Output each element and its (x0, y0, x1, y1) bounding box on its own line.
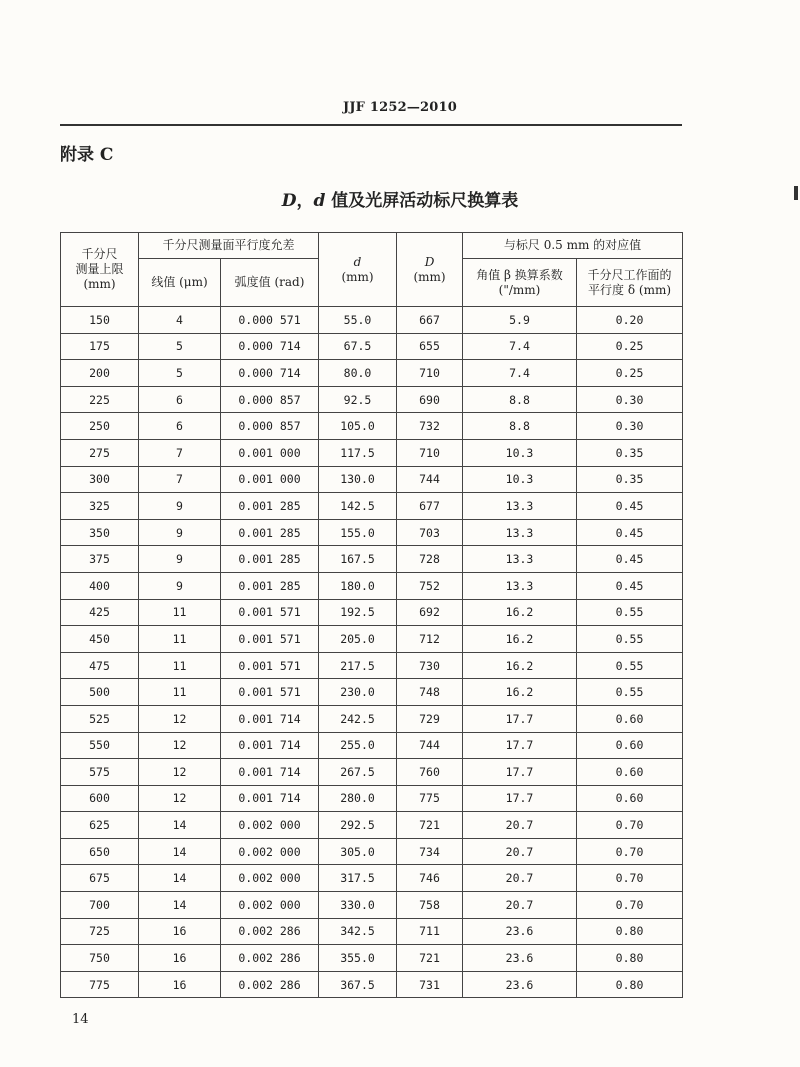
conversion-table (60, 232, 683, 998)
table-row (61, 333, 683, 360)
title-text: 值及光屏活动标尺换算表 (325, 191, 519, 211)
table-cell: 0.55 (577, 599, 683, 626)
header-D-unit: (mm) (413, 269, 446, 284)
table-cell: 17.7 (463, 705, 577, 732)
table-cell: 13.3 (463, 546, 577, 573)
table-cell: 0.001 714 (221, 759, 319, 786)
table-cell: 0.002 286 (221, 918, 319, 945)
table-cell: 11 (139, 652, 221, 679)
table-cell: 0.55 (577, 679, 683, 706)
table-cell: 9 (139, 493, 221, 520)
table-cell: 650 (61, 838, 139, 865)
table-cell: 721 (397, 945, 463, 972)
table-cell: 712 (397, 626, 463, 653)
header-parallelism-tolerance: 千分尺测量面平行度允差 (139, 233, 319, 259)
table-cell: 0.001 714 (221, 732, 319, 759)
table-cell: 23.6 (463, 918, 577, 945)
table-cell: 7 (139, 439, 221, 466)
table-cell: 0.45 (577, 519, 683, 546)
table-row (61, 945, 683, 972)
table-cell: 317.5 (319, 865, 397, 892)
table-cell: 0.70 (577, 838, 683, 865)
table-row (61, 892, 683, 919)
header-upper-limit: 千分尺 测量上限 (mm) (61, 233, 139, 307)
table-cell: 0.001 571 (221, 626, 319, 653)
table-cell: 0.001 285 (221, 572, 319, 599)
table-cell: 0.002 000 (221, 865, 319, 892)
header-beta-coefficient: 角值 β 换算系数 ("/mm) (463, 259, 577, 307)
table-cell: 230.0 (319, 679, 397, 706)
table-cell: 752 (397, 572, 463, 599)
title-symbol-d: d (313, 191, 326, 211)
table-cell: 500 (61, 679, 139, 706)
table-cell: 0.002 000 (221, 838, 319, 865)
table-cell: 14 (139, 812, 221, 839)
table-cell: 9 (139, 519, 221, 546)
table-cell: 0.55 (577, 626, 683, 653)
table-cell: 242.5 (319, 705, 397, 732)
table-cell: 7.4 (463, 360, 577, 387)
table-cell: 0.80 (577, 971, 683, 998)
table-cell: 0.001 285 (221, 546, 319, 573)
document-code-header: JJF 1252—2010 (342, 100, 458, 115)
table-cell: 750 (61, 945, 139, 972)
table-cell: 305.0 (319, 838, 397, 865)
table-cell: 775 (61, 971, 139, 998)
table-cell: 267.5 (319, 759, 397, 786)
table-cell: 725 (61, 918, 139, 945)
table-cell: 450 (61, 626, 139, 653)
table-row (61, 732, 683, 759)
table-cell: 0.30 (577, 386, 683, 413)
table-cell: 280.0 (319, 785, 397, 812)
table-cell: 16 (139, 945, 221, 972)
header-d-symbol: d (353, 254, 362, 269)
table-cell: 5.9 (463, 307, 577, 334)
table-cell: 748 (397, 679, 463, 706)
table-cell: 692 (397, 599, 463, 626)
table-cell: 11 (139, 679, 221, 706)
table-cell: 0.60 (577, 759, 683, 786)
table-cell: 0.25 (577, 333, 683, 360)
table-cell: 0.000 571 (221, 307, 319, 334)
table-cell: 0.70 (577, 892, 683, 919)
table-cell: 475 (61, 652, 139, 679)
table-cell: 13.3 (463, 493, 577, 520)
table-row (61, 865, 683, 892)
table-cell: 275 (61, 439, 139, 466)
table-row (61, 439, 683, 466)
table-cell: 7 (139, 466, 221, 493)
title-separator: ， (296, 191, 314, 211)
header-corresponding-values: 与标尺 0.5 mm 的对应值 (463, 233, 683, 259)
table-cell: 0.60 (577, 785, 683, 812)
table-row (61, 360, 683, 387)
table-cell: 12 (139, 759, 221, 786)
table-cell: 0.60 (577, 732, 683, 759)
table-cell: 0.002 286 (221, 945, 319, 972)
table-cell: 0.000 714 (221, 333, 319, 360)
header-arc-value: 弧度值 (rad) (221, 259, 319, 307)
table-cell: 8.8 (463, 386, 577, 413)
table-cell: 80.0 (319, 360, 397, 387)
table-cell: 0.25 (577, 360, 683, 387)
table-cell: 744 (397, 466, 463, 493)
table-cell: 721 (397, 812, 463, 839)
table-cell: 0.30 (577, 413, 683, 440)
table-row (61, 307, 683, 334)
table-cell: 180.0 (319, 572, 397, 599)
table-cell: 175 (61, 333, 139, 360)
table-cell: 16.2 (463, 599, 577, 626)
table-cell: 550 (61, 732, 139, 759)
table-row (61, 546, 683, 573)
table-cell: 23.6 (463, 971, 577, 998)
table-cell: 677 (397, 493, 463, 520)
table-row (61, 679, 683, 706)
table-cell: 11 (139, 626, 221, 653)
table-cell: 0.45 (577, 493, 683, 520)
table-cell: 0.001 285 (221, 493, 319, 520)
table-cell: 130.0 (319, 466, 397, 493)
table-cell: 67.5 (319, 333, 397, 360)
table-cell: 13.3 (463, 572, 577, 599)
table-cell: 0.002 000 (221, 892, 319, 919)
table-cell: 0.45 (577, 546, 683, 573)
table-cell: 10.3 (463, 466, 577, 493)
table-cell: 20.7 (463, 838, 577, 865)
table-cell: 300 (61, 466, 139, 493)
header-linear-value: 线值 (μm) (139, 259, 221, 307)
table-cell: 12 (139, 705, 221, 732)
table-cell: 775 (397, 785, 463, 812)
table-cell: 0.001 000 (221, 439, 319, 466)
table-row (61, 759, 683, 786)
table-cell: 23.6 (463, 945, 577, 972)
table-cell: 14 (139, 865, 221, 892)
table-cell: 746 (397, 865, 463, 892)
table-cell: 330.0 (319, 892, 397, 919)
header-d-unit: (mm) (341, 269, 374, 284)
table-cell: 0.001 000 (221, 466, 319, 493)
table-cell: 0.35 (577, 466, 683, 493)
table-cell: 729 (397, 705, 463, 732)
table-cell: 55.0 (319, 307, 397, 334)
table-cell: 0.001 571 (221, 652, 319, 679)
table-cell: 700 (61, 892, 139, 919)
table-cell: 0.70 (577, 865, 683, 892)
table-cell: 255.0 (319, 732, 397, 759)
table-cell: 0.70 (577, 812, 683, 839)
table-cell: 16 (139, 918, 221, 945)
table-cell: 142.5 (319, 493, 397, 520)
table-row (61, 386, 683, 413)
table-cell: 690 (397, 386, 463, 413)
table-row (61, 572, 683, 599)
table-cell: 12 (139, 732, 221, 759)
table-cell: 16.2 (463, 679, 577, 706)
table-cell: 6 (139, 413, 221, 440)
table-cell: 367.5 (319, 971, 397, 998)
table-row (61, 519, 683, 546)
table-cell: 734 (397, 838, 463, 865)
table-cell: 600 (61, 785, 139, 812)
table-cell: 0.001 714 (221, 705, 319, 732)
table-cell: 655 (397, 333, 463, 360)
table-cell: 342.5 (319, 918, 397, 945)
table-cell: 732 (397, 413, 463, 440)
header-D (397, 233, 463, 307)
table-cell: 6 (139, 386, 221, 413)
table-cell: 703 (397, 519, 463, 546)
table-cell: 675 (61, 865, 139, 892)
table-row (61, 705, 683, 732)
table-row (61, 785, 683, 812)
table-cell: 14 (139, 838, 221, 865)
page-number: 14 (72, 1012, 89, 1027)
table-cell: 0.002 000 (221, 812, 319, 839)
table-cell: 758 (397, 892, 463, 919)
table-cell: 292.5 (319, 812, 397, 839)
table-cell: 10.3 (463, 439, 577, 466)
table-cell: 7.4 (463, 333, 577, 360)
table-cell: 731 (397, 971, 463, 998)
header-delta-parallelism: 千分尺工作面的 平行度 δ (mm) (577, 259, 683, 307)
table-cell: 200 (61, 360, 139, 387)
table-cell: 205.0 (319, 626, 397, 653)
table-cell: 8.8 (463, 413, 577, 440)
table-cell: 575 (61, 759, 139, 786)
table-cell: 155.0 (319, 519, 397, 546)
table-cell: 92.5 (319, 386, 397, 413)
table-cell: 0.001 571 (221, 679, 319, 706)
table-row (61, 413, 683, 440)
table-cell: 16.2 (463, 652, 577, 679)
table-cell: 5 (139, 360, 221, 387)
table-cell: 105.0 (319, 413, 397, 440)
table-cell: 350 (61, 519, 139, 546)
table-cell: 13.3 (463, 519, 577, 546)
table-cell: 0.80 (577, 945, 683, 972)
table-cell: 0.000 714 (221, 360, 319, 387)
table-cell: 0.000 857 (221, 413, 319, 440)
table-cell: 325 (61, 493, 139, 520)
table-cell: 0.001 714 (221, 785, 319, 812)
table-cell: 625 (61, 812, 139, 839)
table-cell: 425 (61, 599, 139, 626)
table-cell: 667 (397, 307, 463, 334)
table-body (61, 307, 683, 998)
header-rule (60, 124, 682, 126)
edge-mark (794, 186, 798, 200)
table-cell: 16 (139, 971, 221, 998)
table-row (61, 599, 683, 626)
table-cell: 9 (139, 572, 221, 599)
table-cell: 0.000 857 (221, 386, 319, 413)
table-cell: 710 (397, 439, 463, 466)
table-row (61, 493, 683, 520)
table-title (0, 186, 800, 211)
table-cell: 0.20 (577, 307, 683, 334)
table-cell: 0.002 286 (221, 971, 319, 998)
table-cell: 192.5 (319, 599, 397, 626)
table-cell: 355.0 (319, 945, 397, 972)
table-cell: 0.35 (577, 439, 683, 466)
table-cell: 250 (61, 413, 139, 440)
table-row (61, 812, 683, 839)
table-cell: 11 (139, 599, 221, 626)
table-cell: 4 (139, 307, 221, 334)
table-cell: 167.5 (319, 546, 397, 573)
table-cell: 728 (397, 546, 463, 573)
table-cell: 0.80 (577, 918, 683, 945)
table-cell: 225 (61, 386, 139, 413)
table-cell: 9 (139, 546, 221, 573)
header-d (319, 233, 397, 307)
table-cell: 710 (397, 360, 463, 387)
table-cell: 0.55 (577, 652, 683, 679)
table-cell: 16.2 (463, 626, 577, 653)
table-cell: 14 (139, 892, 221, 919)
table-cell: 525 (61, 705, 139, 732)
table-cell: 0.001 285 (221, 519, 319, 546)
table-cell: 20.7 (463, 812, 577, 839)
table-cell: 760 (397, 759, 463, 786)
table-row (61, 918, 683, 945)
table-cell: 20.7 (463, 892, 577, 919)
table-cell: 150 (61, 307, 139, 334)
table-cell: 0.45 (577, 572, 683, 599)
table-cell: 744 (397, 732, 463, 759)
title-symbol-D: D (281, 191, 297, 211)
table-cell: 400 (61, 572, 139, 599)
table-cell: 17.7 (463, 785, 577, 812)
table-cell: 711 (397, 918, 463, 945)
table-cell: 117.5 (319, 439, 397, 466)
header-D-symbol: D (424, 254, 435, 269)
table-cell: 375 (61, 546, 139, 573)
table-cell: 730 (397, 652, 463, 679)
table-cell: 17.7 (463, 759, 577, 786)
table-row (61, 466, 683, 493)
table-row (61, 652, 683, 679)
table-cell: 0.001 571 (221, 599, 319, 626)
table-row (61, 626, 683, 653)
table-cell: 5 (139, 333, 221, 360)
table-row (61, 971, 683, 998)
table-cell: 20.7 (463, 865, 577, 892)
table-cell: 0.60 (577, 705, 683, 732)
table-row (61, 838, 683, 865)
table-cell: 12 (139, 785, 221, 812)
table-cell: 217.5 (319, 652, 397, 679)
table-cell: 17.7 (463, 732, 577, 759)
appendix-label: 附录 C (60, 145, 114, 165)
